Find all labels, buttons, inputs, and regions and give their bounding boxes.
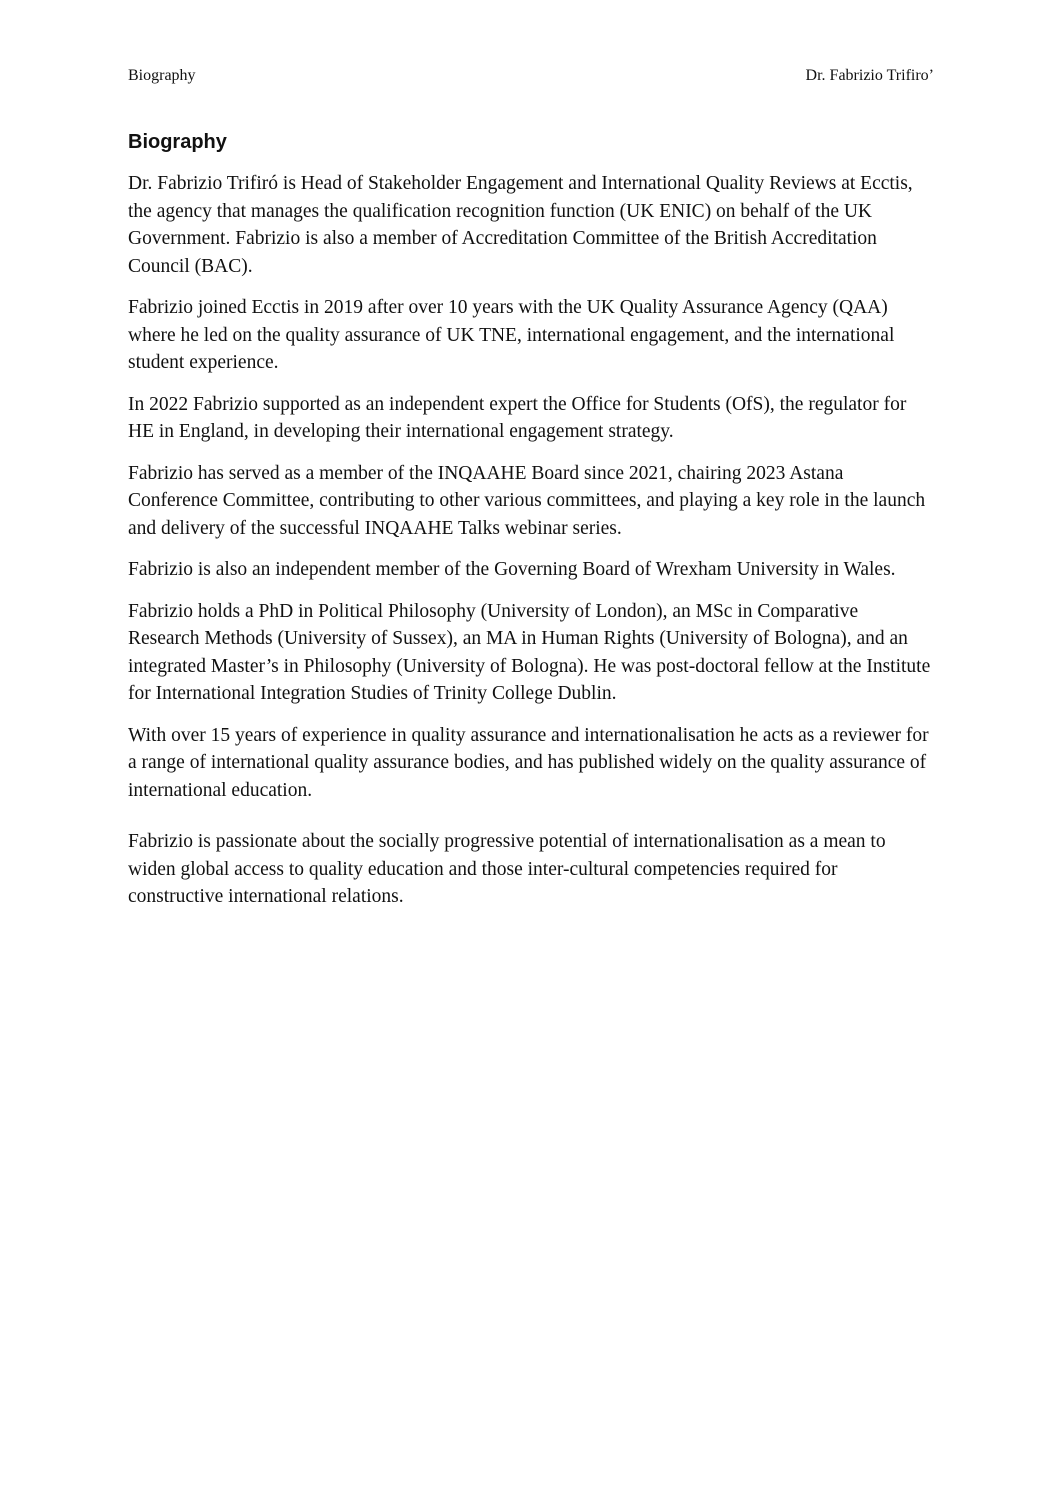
biography-body <box>128 170 934 925</box>
paragraph-passion: Fabrizio is passionate about the socially progressive potential of internationalisation as a mean to widen global access to quality education and those inter-cultural competencies required for constructive international relations. <box>128 831 886 907</box>
header-author-name: Dr. Fabrizio Trifiro’ <box>805 67 934 84</box>
paragraph-ofs: In 2022 Fabrizio supported as an independent expert the Office for Students (OfS), the regulator for HE in England, in developing their international engagement strategy. <box>128 393 907 442</box>
paragraph-experience: With over 15 years of experience in quality assurance and internationalisation he acts as a reviewer for a range of international quality assurance bodies, and has published widely on the quality assurance of international education. <box>128 724 929 801</box>
header-section-title: Biography <box>128 67 196 84</box>
page-header <box>128 64 934 88</box>
paragraph-education: Fabrizio holds a PhD in Political Philosophy (University of London), an MSc in Comparative Research Methods (University of Sussex), an MA in Human Rights (University of Bologna), and an integrated Master’s in Philosophy (University of Bologna). He was post-doctoral fellow at the Institute for International Integration Studies of Trinity College Dublin. <box>128 600 931 704</box>
paragraph-career: Fabrizio joined Ecctis in 2019 after over 10 years with the UK Quality Assurance Agency (QAA) where he led on the quality assurance of UK TNE, international engagement, and the international student experience. <box>128 297 895 373</box>
paragraph-governing-board: Fabrizio is also an independent member of the Governing Board of Wrexham University in Wales. <box>128 559 896 580</box>
paragraph-inqaahe: Fabrizio has served as a member of the INQAAHE Board since 2021, chairing 2023 Astana Conference Committee, contributing to other various committees, and playing a key role in the launch and delivery of the successful INQAAHE Talks webinar series. <box>128 462 926 539</box>
page-heading: Biography <box>128 131 227 153</box>
paragraph-role: Dr. Fabrizio Trifiró is Head of Stakeholder Engagement and International Quality Reviews at Ecctis, the agency that manages the qualification recognition function (UK ENIC) on behalf of the UK Government. Fabrizio is also a member of Accreditation Committee of the British Accreditation Council (BAC). <box>128 173 913 277</box>
